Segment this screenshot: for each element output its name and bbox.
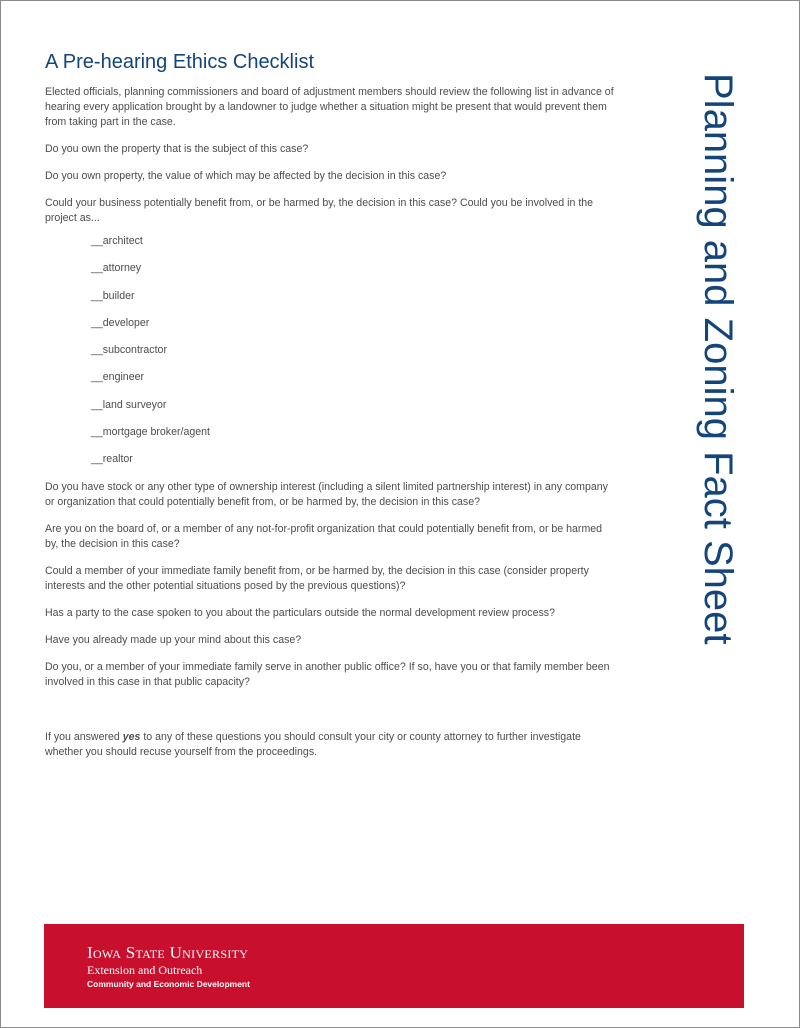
intro-paragraph: Elected officials, planning commissioners and board of adjustment members should review the following list in advance of hearing every application brought by a landowner to judge whether a situation might be present that would prevent them from taking part in the case. xyxy=(45,86,614,128)
question-2: Do you own property, the value of which may be affected by the decision in this case? xyxy=(45,170,447,182)
question-9: Do you, or a member of your immediate family serve in another public office? If so, have you or that family member been involved in this case in that public capacity? xyxy=(45,661,610,689)
role-developer: __developer xyxy=(91,316,150,329)
checklist-content xyxy=(45,49,615,772)
department-label: Community and Economic Development xyxy=(87,979,250,989)
vertical-title: Planning and Zoning Fact Sheet xyxy=(696,73,740,645)
closing-text-end: to any of these questions you should consult your city or county attorney to further investigate whether you should recuse yourself from the proceedings. xyxy=(45,731,581,759)
page-title: A Pre-hearing Ethics Checklist xyxy=(45,51,315,73)
question-4: Do you have stock or any other type of ownership interest (including a silent limited partnership interest) in any company or organization that could potentially benefit from, or be harmed by, the decision in this case? xyxy=(45,481,608,509)
closing-emphasis: yes xyxy=(122,731,141,744)
closing-text-start: If you answered xyxy=(45,731,123,744)
role-checklist xyxy=(45,234,615,469)
role-realtor: __realtor xyxy=(91,453,133,466)
question-8: Have you already made up your mind about this case? xyxy=(45,634,302,647)
role-architect: __architect xyxy=(91,235,143,247)
role-builder: __builder xyxy=(91,289,135,302)
question-5: Are you on the board of, or a member of any not-for-profit organization that could potentially benefit from, or be harmed by, the decision in this case? xyxy=(45,523,603,551)
role-engineer: __engineer xyxy=(91,371,145,384)
role-land-surveyor: __land surveyor xyxy=(91,398,167,411)
role-mortgage-broker: __mortgage broker/agent xyxy=(91,426,210,439)
footer-banner xyxy=(44,924,744,1008)
extension-label: Extension and Outreach xyxy=(87,963,203,977)
role-attorney: __attorney xyxy=(91,262,142,275)
question-6: Could a member of your immediate family benefit from, or be harmed by, the decision in this case (consider property interests and the other potential situations posed by the previous questions)? xyxy=(45,565,589,593)
question-7: Has a party to the case spoken to you about the particulars outside the normal development review process? xyxy=(45,607,555,620)
university-wordmark: Iowa State University xyxy=(87,943,249,962)
closing-paragraph xyxy=(45,730,615,760)
question-1: Do you own the property that is the subject of this case? xyxy=(45,143,309,155)
role-subcontractor: __subcontractor xyxy=(91,344,167,357)
question-3: Could your business potentially benefit from, or be harmed by, the decision in this case? Could you be involved in the project as... xyxy=(45,197,594,224)
vertical-title-block xyxy=(678,73,758,743)
